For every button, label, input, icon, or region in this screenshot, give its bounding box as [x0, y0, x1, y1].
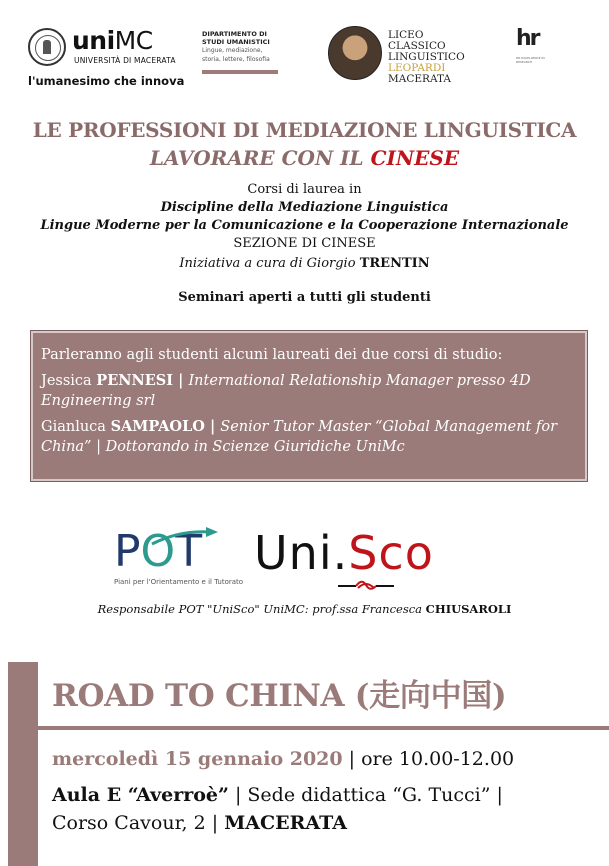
department-title-1: DIPARTIMENTO DI: [202, 30, 267, 38]
speaker-last-name: PENNESI: [96, 372, 174, 389]
unisco-sco: Sco: [348, 526, 434, 580]
department-sub-1: Lingue, mediazione,: [202, 47, 263, 54]
unisco-knot-icon: [338, 578, 394, 592]
department-title-2: STUDI UMANISTICI: [202, 38, 270, 46]
liceo-logo: [388, 30, 465, 85]
leopardi-portrait-icon: [328, 26, 382, 80]
responsible-prefix: Responsabile POT "UniSco" UniMC: prof.ssa Francesca: [97, 602, 426, 616]
pot-caption: Piani per l'Orientamento e il Tutorato: [114, 578, 244, 586]
subtitle-highlight: CINESE: [370, 146, 460, 170]
unimc-subtitle: UNIVERSITÀ DI MACERATA: [74, 56, 176, 65]
unimc-brand-light: MC: [114, 26, 153, 55]
liceo-line-4: LEOPARDI: [388, 62, 446, 74]
speakers-intro: Parleranno agli studenti alcuni laureati dei due corsi di studio:: [41, 347, 503, 363]
curator-surname: TRENTIN: [359, 256, 430, 271]
speaker-separator: |: [204, 418, 221, 435]
subtitle: [0, 146, 609, 170]
pot-arrow-icon: [150, 526, 220, 546]
speaker-role: Senior Tutor Master “Global Management for China” | Dottorando in Scienze Giuridiche UniMc: [41, 419, 558, 455]
speaker-first-name: Jessica: [41, 373, 97, 389]
hr-logo-letters: hr: [516, 26, 539, 51]
speaker-separator: |: [173, 372, 189, 389]
accent-sidebar: [8, 662, 38, 866]
event-date: mercoledì 15 gennaio 2020: [52, 748, 343, 770]
speaker-last-name: SAMPAOLO: [110, 418, 205, 435]
speaker-role: International Relationship Manager presso 4D Engineering srl: [41, 373, 531, 409]
course-1: Discipline della Mediazione Linguistica: [160, 200, 449, 215]
unimc-brand-bold: uni: [72, 26, 115, 55]
department-divider: [202, 70, 278, 74]
event-divider: [38, 726, 609, 730]
university-seal-icon: [28, 28, 66, 66]
pot-letter-t: T: [175, 526, 203, 577]
department-sub-2: storia, lettere, filosofia: [202, 56, 270, 63]
liceo-line-1: LICEO: [388, 29, 424, 41]
event-address: [52, 812, 347, 834]
liceo-line-2: CLASSICO: [388, 40, 446, 52]
speakers-box: [30, 330, 588, 482]
responsible-surname: CHIUSAROLI: [425, 602, 512, 616]
event-datetime: [52, 748, 514, 770]
event-room: Aula E “Averroè”: [52, 784, 229, 806]
courses-intro: Corsi di laurea in: [247, 182, 362, 197]
unimc-wordmark: [72, 28, 153, 54]
pot-responsible: [0, 602, 609, 616]
hr-logo-caption: HR EXCELLENCE IN RESEARCH: [516, 56, 545, 64]
speaker-first-name: Gianluca: [41, 419, 111, 435]
hr-excellence-logo: [516, 28, 550, 72]
unisco-logo: [254, 526, 434, 580]
event-city: MACERATA: [224, 812, 347, 834]
speaker-item: [41, 371, 577, 411]
liceo-line-3: LINGUISTICO: [388, 51, 465, 63]
unimc-logo: [28, 26, 185, 96]
unimc-tagline: l'umanesimo che innova: [28, 74, 185, 88]
liceo-line-5: MACERATA: [388, 73, 451, 85]
speaker-item: [41, 417, 577, 457]
curator-line: [0, 256, 609, 271]
curator-prefix: Iniziativa a cura di Giorgio: [179, 256, 360, 271]
pot-letter-o: O: [140, 526, 176, 577]
subtitle-prefix: LAVORARE CON IL: [149, 146, 371, 170]
event-building: | Sede didattica “G. Tucci” |: [228, 784, 503, 806]
department-logo: [202, 30, 282, 64]
unisco-dot: .: [332, 526, 349, 580]
event-street: Corso Cavour, 2 |: [52, 812, 225, 834]
event-title: ROAD TO CHINA (走向中国): [52, 678, 507, 714]
main-title: LE PROFESSIONI DI MEDIAZIONE LINGUISTICA: [32, 118, 577, 142]
course-2: Lingue Moderne per la Comunicazione e la Cooperazione Internazionale: [40, 218, 569, 233]
event-venue: [52, 784, 503, 806]
section-name: SEZIONE DI CINESE: [233, 236, 376, 251]
unisco-uni: Uni: [254, 526, 333, 580]
event-time: | ore 10.00-12.00: [342, 748, 515, 770]
seminars-note: Seminari aperti a tutti gli studenti: [178, 290, 431, 305]
pot-letter-p: P: [114, 526, 141, 577]
